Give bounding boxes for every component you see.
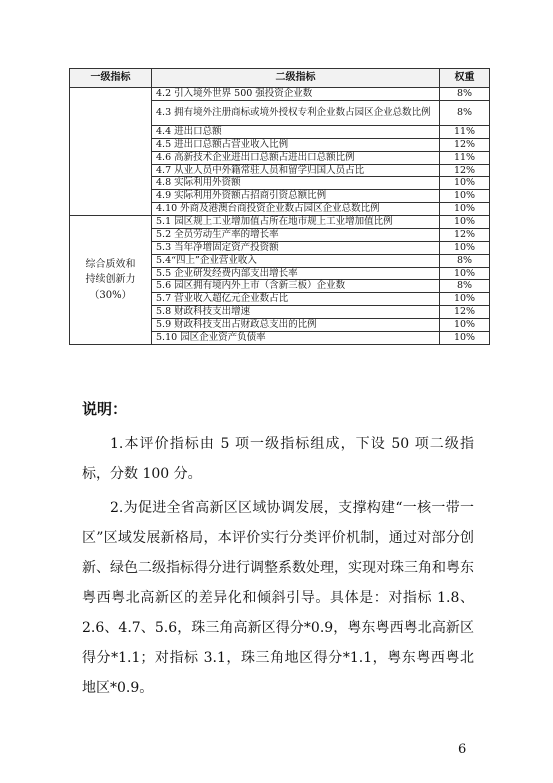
indicator-cell: 4.5 进出口总额占营业收入比例: [152, 138, 440, 151]
weight-cell: 10%: [440, 331, 490, 344]
indicator-table: [69, 68, 490, 345]
indicator-cell: 5.5 企业研发经费内部支出增长率: [152, 267, 440, 280]
weight-cell: 10%: [440, 216, 490, 229]
weight-cell: 12%: [440, 228, 490, 241]
header-weight: 权重: [440, 69, 490, 88]
indicator-cell: 5.1 园区规上工业增加值占所在地市规上工业增加值比例: [152, 216, 440, 229]
table-header-row: [70, 69, 490, 88]
weight-cell: 12%: [440, 164, 490, 177]
indicator-cell: 4.2 引入境外世界 500 强投资企业数: [152, 88, 440, 101]
weight-cell: 12%: [440, 138, 490, 151]
weight-cell: 11%: [440, 151, 490, 164]
notes-paragraph-1: 1.本评价指标由 5 项一级指标组成，下设 50 项二级指标，分数 100 分。: [82, 436, 474, 482]
weight-cell: 10%: [440, 177, 490, 190]
notes-section: [82, 398, 474, 707]
group2-label-line2: 持续创新力: [85, 274, 136, 286]
indicator-cell: 4.9 实际利用外资额占招商引资总额比例: [152, 190, 440, 203]
indicator-cell: 5.9 财政科技支出占财政总支出的比例: [152, 319, 440, 332]
table-row: [70, 216, 490, 229]
table-row: [70, 88, 490, 101]
notes-paragraph-2: 2.为促进全省高新区区域协调发展，支撑构建“一核一带一区”区域发展新格局，本评价实行分类评价机制，通过对部分创新、绿色二级指标得分进行调整系数处理，实现对珠三角和粤东粤西粤北高新区的差异化和倾斜引导。具体是：对指标 1.8、2.6、4.7、5.6，珠三角高新区得分*0.9，粤东粤西粤北高新区得分*1.1；对指标 3.1，珠三角地区得分*1.1，粤东粤西粤北地区*0.9。: [82, 500, 474, 696]
header-level2: 二级指标: [152, 69, 440, 88]
indicator-cell: 4.10 外商及港澳台商投资企业数占园区企业总数比例: [152, 203, 440, 216]
indicator-cell: 5.4“四上”企业营业收入: [152, 254, 440, 267]
weight-cell: 8%: [440, 280, 490, 293]
notes-title: 说明：: [82, 400, 128, 418]
page-number: 6: [458, 742, 467, 757]
weight-cell: 10%: [440, 241, 490, 254]
indicator-cell: 5.8 财政科技支出增速: [152, 306, 440, 319]
weight-cell: 10%: [440, 190, 490, 203]
indicator-cell: 4.8 实际利用外资额: [152, 177, 440, 190]
group1-label: [70, 88, 152, 216]
weight-cell: 10%: [440, 319, 490, 332]
indicator-cell: 4.7 从业人员中外籍常驻人员和留学归国人员占比: [152, 164, 440, 177]
indicator-cell: 4.6 高新技术企业进出口总额占进出口总额比例: [152, 151, 440, 164]
group2-label-line1: 综合质效和: [85, 258, 136, 270]
weight-cell: 10%: [440, 267, 490, 280]
weight-cell: 10%: [440, 203, 490, 216]
weight-cell: 8%: [440, 88, 490, 101]
weight-cell: 10%: [440, 293, 490, 306]
group2-label-line3: （30%）: [89, 289, 132, 301]
indicator-cell: 5.3 当年净增固定资产投资额: [152, 241, 440, 254]
header-level1: 一级指标: [70, 69, 152, 88]
indicator-cell: 5.7 营业收入超亿元企业数占比: [152, 293, 440, 306]
group2-label: [70, 216, 152, 345]
indicator-cell: 5.10 园区企业资产负债率: [152, 331, 440, 344]
weight-cell: 11%: [440, 125, 490, 138]
indicator-cell: 5.6 园区拥有境内外上市（含新三板）企业数: [152, 280, 440, 293]
indicator-cell: 4.3 拥有境外注册商标或境外授权专利企业数占园区企业总数比例: [152, 100, 440, 125]
weight-cell: 12%: [440, 306, 490, 319]
weight-cell: 8%: [440, 254, 490, 267]
indicator-cell: 5.2 全员劳动生产率的增长率: [152, 228, 440, 241]
weight-cell: 8%: [440, 100, 490, 125]
indicator-cell: 4.4 进出口总额: [152, 125, 440, 138]
